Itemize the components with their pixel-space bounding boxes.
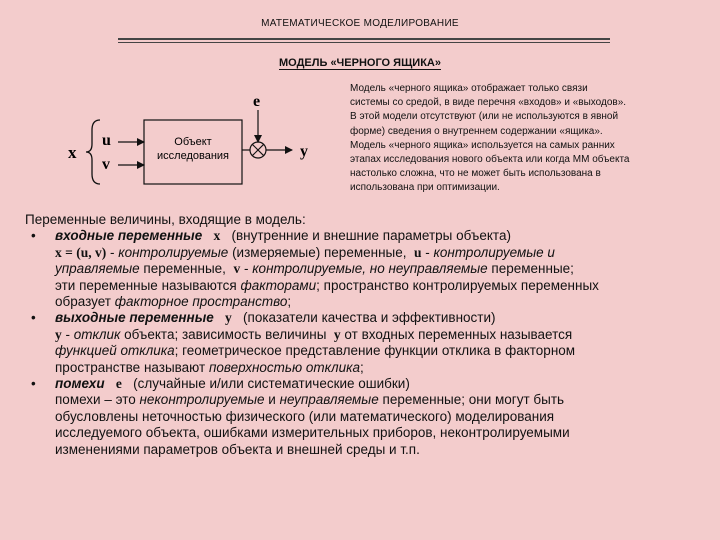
intro-line: Переменные величины, входящие в модель: [25,212,306,227]
input-x-label: x [68,143,77,162]
noise-e-label: e [253,93,261,110]
text-line: исследуемого объекта, ошибками измерительных приборов, неконтролируемыми [55,425,570,441]
description-line: системы со средой, в виде перечня «входов» и «выходов». [350,97,627,109]
slide-subtitle: МОДЕЛЬ «ЧЕРНОГО ЯЩИКА» [279,57,441,69]
text-line: эти переменные называются факторами; пространство контролируемых переменных [55,277,599,293]
text-line: y - отклик объекта; зависимость величины y от входных переменных называется [55,326,573,342]
header-rule-thick [118,38,610,40]
text-line: обусловлены неточностью физического (или математического) моделирования [55,408,555,424]
object-box-line2: исследования [157,150,229,162]
input-v-label: v [102,156,110,173]
object-box-line1: Объект [174,136,212,148]
text-line: образует факторное пространство; [55,294,292,310]
text-line: пространстве называют поверхностью отклика; [55,359,364,375]
text-line: функцией отклика; геометрическое представление функции отклика в факторном [55,343,576,359]
description-line: Модель «черного ящика» отображает только связи [350,83,588,94]
bullet-output-variables: • выходные переменные y (показатели качества и эффективности) [25,310,715,326]
description-line: Модель «черного ящика» используется на самых ранних [350,139,615,151]
description-line: настолько сложна, что не может быть использована в [350,168,601,180]
text-line: управляемые переменные, v - контролируемые, но неуправляемые переменные; [55,261,574,277]
input-brace [86,120,100,184]
bullet-input-variables: • входные переменные x (внутренние и внешние параметры объекта) [25,228,715,244]
description-line: использована при оптимизации. [350,182,500,194]
description-line: В этой модели отсутствуют (или не используются в явной [350,111,619,123]
header-rule-thin [118,42,610,43]
text-line: изменениями параметров объекта и внешней среды и т.п. [55,441,420,457]
description-line: форме) сведения о внутреннем содержании «ящика». [350,125,603,137]
text-line: помехи – это неконтролируемые и неуправляемые переменные; они могут быть [55,392,565,408]
header-title: МАТЕМАТИЧЕСКОЕ МОДЕЛИРОВАНИЕ [261,18,459,29]
output-y-label: y [300,143,308,160]
black-box-diagram [60,90,340,190]
bullet-noise: • помехи e (случайные и/или систематические ошибки) [25,376,715,392]
description-line: этапах исследования нового объекта или когда ММ объекта [350,154,630,166]
input-u-label: u [102,132,111,149]
text-line: x = (u, v) - контролируемые (измеряемые) переменные, u - контролируемые и [55,244,555,260]
variables-text [25,212,715,458]
model-description [350,82,700,196]
